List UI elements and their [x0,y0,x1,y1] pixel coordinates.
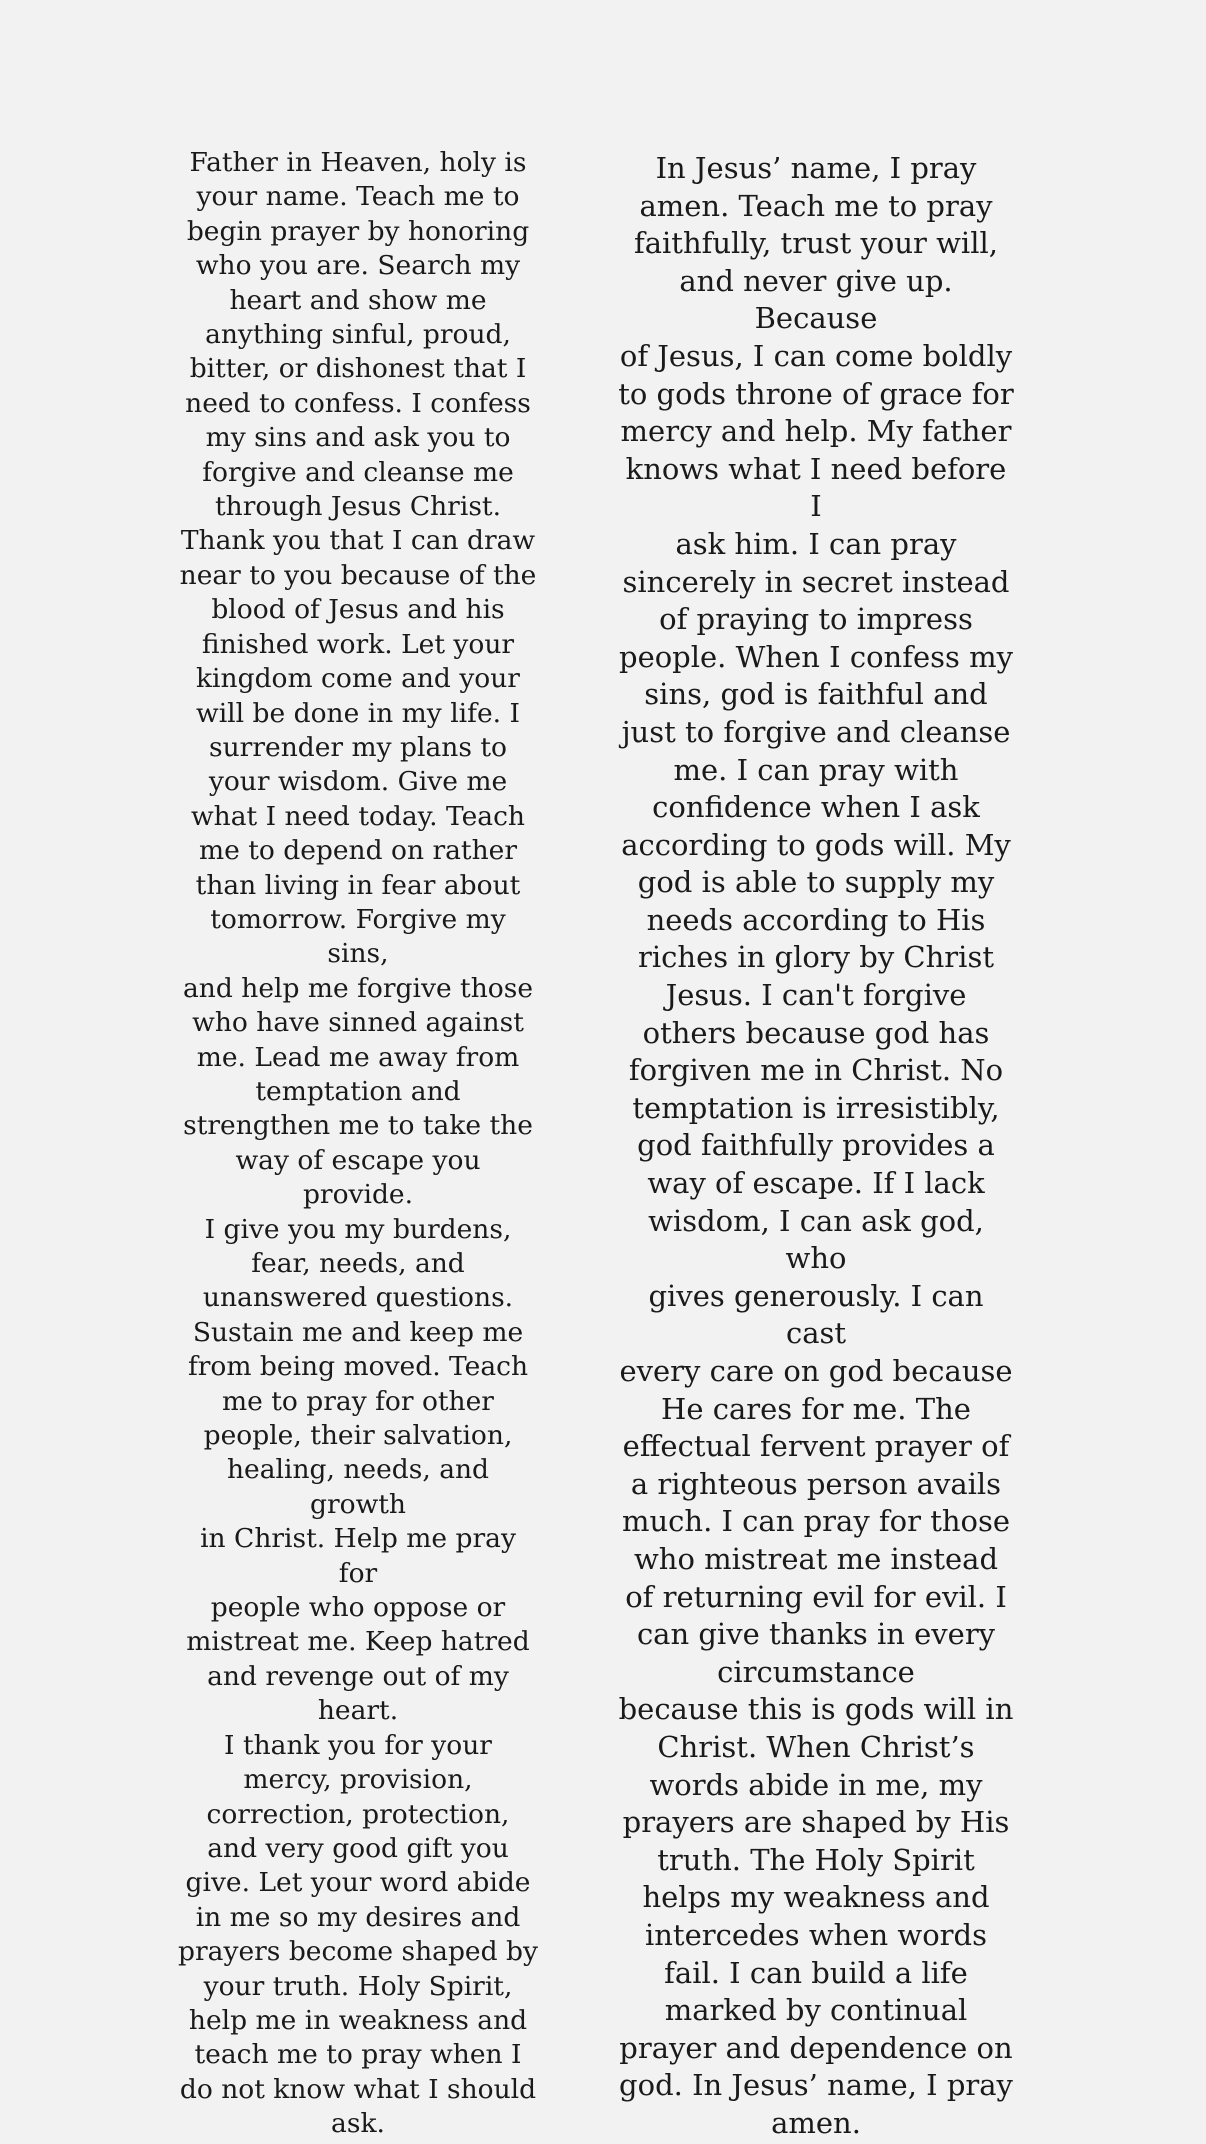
prayer-text-left-column: Father in Heaven, holy is your name. Teach me to begin prayer by honoring who you are. Search my heart and show me anything sinful, proud, bitter, or dishonest that I need to confess. I confess my sins and ask you to forgive and cleanse me through Jesus Christ. Thank you that I can draw near to you because of the blood of Jesus and his finished work. Let your kingdom come and your will be done in my life. I surrender my plans to your wisdom. Give me what I need today. Teach me to depend on rather than living in fear about tomorrow. Forgive my sins, and help me forgive those who have sinned against me. Lead me away from temptation and strengthen me to take the way of escape you provide. I give you my burdens, fear, needs, and unanswered questions. Sustain me and keep me from being moved. Teach me to pray for other people, their salvation, healing, needs, and growth in Christ. Help me pray for people who oppose or mistreat me. Keep hatred and revenge out of my heart. I thank you for your mercy, provision, correction, protection, and very good gift you give. Let your word abide in me so my desires and prayers become shaped by your truth. Holy Spirit, help me in weakness and teach me to pray when I do not know what I should ask. [178,147,538,2140]
prayer-text-right-column: In Jesus’ name, I pray amen. Teach me to pray faithfully, trust your will, and never give up. Because of Jesus, I can come boldly to gods throne of grace for mercy and help. My father knows what I need before I ask him. I can pray sincerely in secret instead of praying to impress people. When I confess my sins, god is faithful and just to forgive and cleanse me. I can pray with confidence when I ask according to gods will. My god is able to supply my needs according to His riches in glory by Christ Jesus. I can't forgive others because god has forgiven me in Christ. No temptation is irresistibly, god faithfully provides a way of escape. If I lack wisdom, I can ask god, who gives generously. I can cast every care on god because He cares for me. The effectual fervent prayer of a righteous person avails much. I can pray for those who mistreat me instead of returning evil for evil. I can give thanks in every circumstance because this is gods will in Christ. When Christ’s words abide in me, my prayers are shaped by His truth. The Holy Spirit helps my weakness and intercedes when words fail. I can build a life marked by continual prayer and dependence on god. In Jesus’ name, I pray amen. [618,151,1014,2140]
